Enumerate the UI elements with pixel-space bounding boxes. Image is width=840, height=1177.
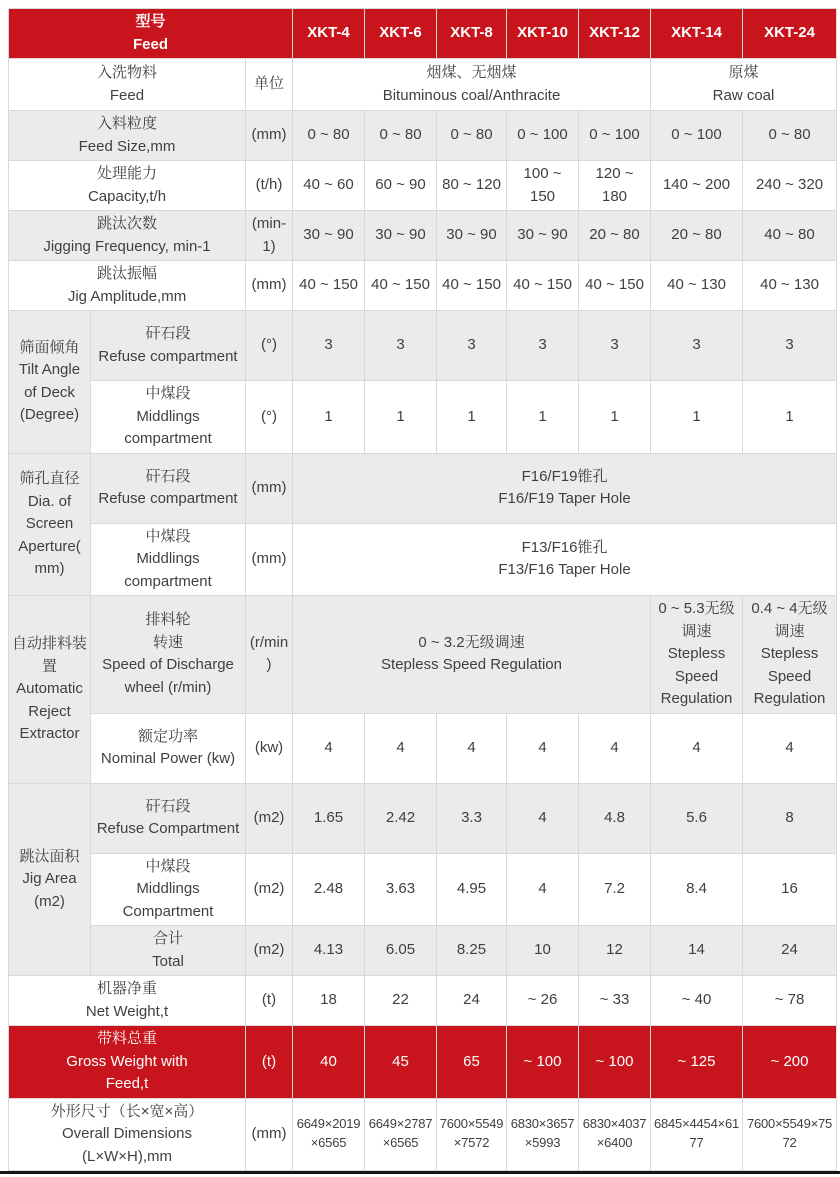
value-cell: 60 ~ 90 bbox=[365, 161, 437, 211]
value-cell: 4 bbox=[365, 713, 437, 783]
group-label-zh: 筛面倾角 bbox=[19, 338, 80, 356]
footer-divider bbox=[0, 1171, 840, 1174]
value-cell: 40 ~ 150 bbox=[365, 261, 437, 311]
row-label-frequency bbox=[9, 211, 246, 261]
unit-cell: (t) bbox=[246, 976, 293, 1026]
row-dimensions bbox=[9, 1098, 837, 1171]
row-label-zh: 外形尺寸（长×宽×高） bbox=[50, 1102, 204, 1120]
row-label-en: Jigging Frequency, min-1 bbox=[43, 237, 211, 255]
value-cell: 7600×5549×7572 bbox=[743, 1098, 837, 1171]
sub-label-en: Nominal Power (kw) bbox=[100, 750, 236, 767]
value-cell: 30 ~ 90 bbox=[507, 211, 579, 261]
value-cell: 20 ~ 80 bbox=[651, 211, 743, 261]
value-cell: 8.25 bbox=[437, 926, 507, 976]
value-cell: 6830×3657×5993 bbox=[507, 1098, 579, 1171]
value-cell: 20 ~ 80 bbox=[579, 211, 651, 261]
unit-cell: (t/h) bbox=[246, 161, 293, 211]
value-cell: 0 ~ 100 bbox=[579, 111, 651, 161]
group-label-en: Dia. of Screen Aperture(mm) bbox=[18, 492, 81, 577]
row-label-en: Overall Dimensions (L×W×H),mm bbox=[61, 1125, 193, 1165]
header-row bbox=[9, 9, 837, 59]
row-label-zh: 入料粒度 bbox=[96, 115, 157, 132]
unit-cell: (mm) bbox=[246, 111, 293, 161]
value-zh: 0.4 ~ 4无级调速 bbox=[751, 600, 828, 640]
table-title bbox=[9, 9, 293, 59]
value-cell: 24 bbox=[743, 926, 837, 976]
row-label-zh: 机器净重 bbox=[96, 980, 157, 997]
model-header-xkt6: XKT-6 bbox=[365, 9, 437, 59]
value-cell: 40 ~ 150 bbox=[579, 261, 651, 311]
table-title-en: Feed bbox=[133, 35, 169, 53]
sub-label-zh: 额定功率 bbox=[137, 727, 198, 745]
value-cell: 80 ~ 120 bbox=[437, 161, 507, 211]
value-cell: 4 bbox=[507, 783, 579, 853]
value-cell: 1 bbox=[651, 381, 743, 454]
row-amplitude bbox=[9, 261, 837, 311]
value-cell-stepless-xkt14 bbox=[651, 596, 743, 714]
value-cell: ~ 26 bbox=[507, 976, 579, 1026]
table-title-zh: 型号 bbox=[135, 13, 166, 30]
value-zh: 0 ~ 3.2无级调速 bbox=[418, 633, 525, 651]
value-cell: 30 ~ 90 bbox=[365, 211, 437, 261]
value-en: Stepless Speed Regulation bbox=[381, 656, 562, 674]
sub-label-zh: 中煤段 bbox=[145, 527, 191, 545]
row-label-net-weight bbox=[9, 976, 246, 1026]
value-zh: F16/F19锥孔 bbox=[521, 467, 608, 485]
value-cell: 6.05 bbox=[365, 926, 437, 976]
row-label-zh: 处理能力 bbox=[96, 165, 157, 182]
sub-label-en: Refuse Compartment bbox=[96, 820, 240, 837]
value-cell: 2.48 bbox=[293, 853, 365, 926]
value-cell: 30 ~ 90 bbox=[293, 211, 365, 261]
value-cell: 3 bbox=[651, 311, 743, 381]
row-label-feed bbox=[9, 59, 246, 111]
model-header-xkt12: XKT-12 bbox=[579, 9, 651, 59]
sub-label-zh: 矸石段 bbox=[145, 325, 191, 342]
row-aperture-middlings bbox=[9, 523, 837, 596]
unit-cell: (r/min) bbox=[246, 596, 293, 714]
value-cell: 10 bbox=[507, 926, 579, 976]
sub-label-en: Total bbox=[152, 952, 184, 970]
value-cell: 240 ~ 320 bbox=[743, 161, 837, 211]
sub-label-nominal-power bbox=[91, 713, 246, 783]
unit-cell: (mm) bbox=[246, 453, 293, 523]
value-cell: 40 ~ 150 bbox=[437, 261, 507, 311]
value-cell: 7.2 bbox=[579, 853, 651, 926]
row-label-en: Feed bbox=[109, 86, 145, 104]
coal-b-zh: 原煤 bbox=[728, 64, 759, 81]
value-cell: 6830×4037×6400 bbox=[579, 1098, 651, 1171]
unit-cell: (t) bbox=[246, 1026, 293, 1099]
row-label-zh: 带料总重 bbox=[96, 1030, 157, 1047]
value-cell: 1 bbox=[365, 381, 437, 454]
row-label-zh: 跳汰振幅 bbox=[96, 265, 157, 282]
row-feed-size bbox=[9, 111, 837, 161]
group-label-zh: 跳汰面积 bbox=[19, 847, 80, 865]
value-cell: 4 bbox=[507, 713, 579, 783]
sub-label-en: Speed of Discharge wheel (r/min) bbox=[102, 656, 234, 696]
value-cell-stepless-xkt24 bbox=[743, 596, 837, 714]
value-cell: 6649×2019×6565 bbox=[293, 1098, 365, 1171]
value-cell: ~ 100 bbox=[507, 1026, 579, 1099]
row-label-en: Feed Size,mm bbox=[78, 137, 176, 155]
sub-label-middlings bbox=[91, 381, 246, 454]
unit-cell: (m2) bbox=[246, 853, 293, 926]
sub-label-zh: 矸石段 bbox=[145, 797, 191, 815]
unit-cell: (min-1) bbox=[246, 211, 293, 261]
sub-label-en: Middlings compartment bbox=[124, 407, 212, 447]
value-en: F13/F16 Taper Hole bbox=[498, 561, 631, 579]
value-cell: 4 bbox=[651, 713, 743, 783]
value-cell: 3 bbox=[293, 311, 365, 381]
value-cell: 120 ~ 180 bbox=[579, 161, 651, 211]
model-header-xkt8: XKT-8 bbox=[437, 9, 507, 59]
row-jig-area-middlings bbox=[9, 853, 837, 926]
row-net-weight bbox=[9, 976, 837, 1026]
unit-cell: (m2) bbox=[246, 926, 293, 976]
value-cell: 0 ~ 100 bbox=[651, 111, 743, 161]
value-cell-taper-hole-refuse bbox=[293, 453, 837, 523]
group-label-jig-area bbox=[9, 783, 91, 976]
value-cell: 0 ~ 80 bbox=[293, 111, 365, 161]
value-cell: 4 bbox=[437, 713, 507, 783]
value-cell: 4.13 bbox=[293, 926, 365, 976]
value-cell: 100 ~ 150 bbox=[507, 161, 579, 211]
row-label-en: Gross Weight with Feed,t bbox=[66, 1052, 188, 1092]
row-discharge-speed bbox=[9, 596, 837, 714]
value-en: Stepless Speed Regulation bbox=[753, 645, 826, 707]
unit-cell: (kw) bbox=[246, 713, 293, 783]
value-cell: 3.63 bbox=[365, 853, 437, 926]
value-cell: 0 ~ 80 bbox=[365, 111, 437, 161]
sub-label-zh2: 转速 bbox=[152, 633, 183, 651]
row-label-en: Net Weight,t bbox=[85, 1002, 169, 1020]
value-en: F16/F19 Taper Hole bbox=[498, 490, 631, 507]
unit-cell: (m2) bbox=[246, 783, 293, 853]
value-cell: 40 ~ 150 bbox=[293, 261, 365, 311]
value-cell: 12 bbox=[579, 926, 651, 976]
value-cell: 65 bbox=[437, 1026, 507, 1099]
group-label-en: Jig Area (m2) bbox=[22, 870, 77, 910]
unit-header: 单位 bbox=[246, 59, 293, 111]
value-zh: F13/F16锥孔 bbox=[521, 538, 608, 556]
row-capacity bbox=[9, 161, 837, 211]
value-cell: ~ 125 bbox=[651, 1026, 743, 1099]
spec-table bbox=[8, 8, 837, 1171]
value-cell: 1 bbox=[437, 381, 507, 454]
value-cell: 0 ~ 80 bbox=[437, 111, 507, 161]
value-cell: 30 ~ 90 bbox=[437, 211, 507, 261]
model-header-xkt14: XKT-14 bbox=[651, 9, 743, 59]
row-label-feed-size bbox=[9, 111, 246, 161]
value-cell: 4.8 bbox=[579, 783, 651, 853]
value-cell: 1 bbox=[507, 381, 579, 454]
group-label-reject-extractor bbox=[9, 596, 91, 784]
feed-coal-raw bbox=[651, 59, 837, 111]
value-cell: 24 bbox=[437, 976, 507, 1026]
value-cell: 4 bbox=[743, 713, 837, 783]
value-cell-taper-hole-middlings bbox=[293, 523, 837, 596]
sub-label-zh: 合计 bbox=[152, 930, 183, 947]
coal-a-zh: 烟煤、无烟煤 bbox=[426, 64, 517, 81]
value-cell: 6845×4454×6177 bbox=[651, 1098, 743, 1171]
value-cell: 3 bbox=[507, 311, 579, 381]
value-cell: 1.65 bbox=[293, 783, 365, 853]
value-cell: 3.3 bbox=[437, 783, 507, 853]
coal-a-en: Bituminous coal/Anthracite bbox=[382, 86, 561, 104]
sub-label-en: Refuse compartment bbox=[98, 347, 238, 365]
value-cell: 5.6 bbox=[651, 783, 743, 853]
row-label-zh: 跳汰次数 bbox=[96, 215, 157, 232]
group-label-zh: 自动排料装置 bbox=[12, 635, 88, 675]
sub-label-middlings bbox=[91, 523, 246, 596]
row-gross-weight bbox=[9, 1026, 837, 1099]
row-nominal-power bbox=[9, 713, 837, 783]
value-cell: 7600×5549×7572 bbox=[437, 1098, 507, 1171]
model-header-xkt24: XKT-24 bbox=[743, 9, 837, 59]
value-cell: 40 ~ 130 bbox=[743, 261, 837, 311]
value-cell: 3 bbox=[743, 311, 837, 381]
value-cell: ~ 78 bbox=[743, 976, 837, 1026]
row-frequency bbox=[9, 211, 837, 261]
value-cell: 4 bbox=[507, 853, 579, 926]
value-cell: 40 ~ 130 bbox=[651, 261, 743, 311]
sub-label-zh: 矸石段 bbox=[145, 467, 191, 485]
sub-label-en: Middlings Compartment bbox=[122, 880, 214, 920]
value-cell: 1 bbox=[743, 381, 837, 454]
value-en: Stepless Speed Regulation bbox=[660, 645, 733, 707]
value-cell: 6649×2787×6565 bbox=[365, 1098, 437, 1171]
value-cell: 4 bbox=[293, 713, 365, 783]
value-cell: 2.42 bbox=[365, 783, 437, 853]
value-cell: 1 bbox=[579, 381, 651, 454]
row-label-en: Capacity,t/h bbox=[87, 187, 167, 205]
value-cell: 1 bbox=[293, 381, 365, 454]
value-cell: 3 bbox=[579, 311, 651, 381]
value-cell: ~ 200 bbox=[743, 1026, 837, 1099]
value-cell-stepless-main bbox=[293, 596, 651, 714]
group-label-en: Automatic Reject Extractor bbox=[16, 680, 83, 742]
group-label-tilt-angle bbox=[9, 311, 91, 454]
sub-label-en: Middlings compartment bbox=[124, 550, 212, 590]
feed-coal-bituminous bbox=[293, 59, 651, 111]
value-cell: 18 bbox=[293, 976, 365, 1026]
row-label-amplitude bbox=[9, 261, 246, 311]
sub-label-en: Refuse compartment bbox=[98, 490, 238, 507]
sub-label-zh: 中煤段 bbox=[145, 385, 191, 402]
row-feed-material bbox=[9, 59, 837, 111]
sub-label-refuse bbox=[91, 783, 246, 853]
row-jig-area-refuse bbox=[9, 783, 837, 853]
value-cell: 4.95 bbox=[437, 853, 507, 926]
unit-cell: (mm) bbox=[246, 523, 293, 596]
unit-cell: (mm) bbox=[246, 1098, 293, 1171]
row-label-zh: 入洗物料 bbox=[96, 64, 157, 81]
group-label-screen-aperture bbox=[9, 453, 91, 596]
sub-label-refuse bbox=[91, 311, 246, 381]
value-cell: 3 bbox=[437, 311, 507, 381]
unit-cell: (°) bbox=[246, 381, 293, 454]
value-cell: 0 ~ 80 bbox=[743, 111, 837, 161]
model-header-xkt10: XKT-10 bbox=[507, 9, 579, 59]
model-header-xkt4: XKT-4 bbox=[293, 9, 365, 59]
value-cell: 4 bbox=[579, 713, 651, 783]
row-label-dimensions bbox=[9, 1098, 246, 1171]
sub-label-zh: 排料轮 bbox=[145, 611, 191, 629]
value-cell: ~ 33 bbox=[579, 976, 651, 1026]
value-cell: 3 bbox=[365, 311, 437, 381]
row-label-gross-weight bbox=[9, 1026, 246, 1099]
row-label-en: Jig Amplitude,mm bbox=[67, 287, 187, 305]
value-cell: 40 bbox=[293, 1026, 365, 1099]
sub-label-discharge-speed bbox=[91, 596, 246, 714]
unit-cell: (mm) bbox=[246, 261, 293, 311]
sub-label-zh: 中煤段 bbox=[145, 857, 191, 875]
value-cell: ~ 100 bbox=[579, 1026, 651, 1099]
coal-b-en: Raw coal bbox=[712, 86, 775, 104]
value-cell: 40 ~ 80 bbox=[743, 211, 837, 261]
value-cell: 22 bbox=[365, 976, 437, 1026]
value-cell: 140 ~ 200 bbox=[651, 161, 743, 211]
row-aperture-refuse bbox=[9, 453, 837, 523]
value-cell: 0 ~ 100 bbox=[507, 111, 579, 161]
group-label-zh: 筛孔直径 bbox=[19, 470, 80, 487]
value-cell: 8.4 bbox=[651, 853, 743, 926]
row-tilt-middlings bbox=[9, 381, 837, 454]
sub-label-refuse bbox=[91, 453, 246, 523]
row-label-capacity bbox=[9, 161, 246, 211]
row-tilt-refuse bbox=[9, 311, 837, 381]
value-zh: 0 ~ 5.3无级调速 bbox=[658, 600, 735, 640]
value-cell: 16 bbox=[743, 853, 837, 926]
sub-label-middlings bbox=[91, 853, 246, 926]
value-cell: ~ 40 bbox=[651, 976, 743, 1026]
group-label-en: Tilt Angle of Deck (Degree) bbox=[18, 361, 81, 424]
value-cell: 8 bbox=[743, 783, 837, 853]
unit-cell: (°) bbox=[246, 311, 293, 381]
value-cell: 40 ~ 60 bbox=[293, 161, 365, 211]
value-cell: 14 bbox=[651, 926, 743, 976]
sub-label-total bbox=[91, 926, 246, 976]
value-cell: 40 ~ 150 bbox=[507, 261, 579, 311]
row-jig-area-total bbox=[9, 926, 837, 976]
value-cell: 45 bbox=[365, 1026, 437, 1099]
